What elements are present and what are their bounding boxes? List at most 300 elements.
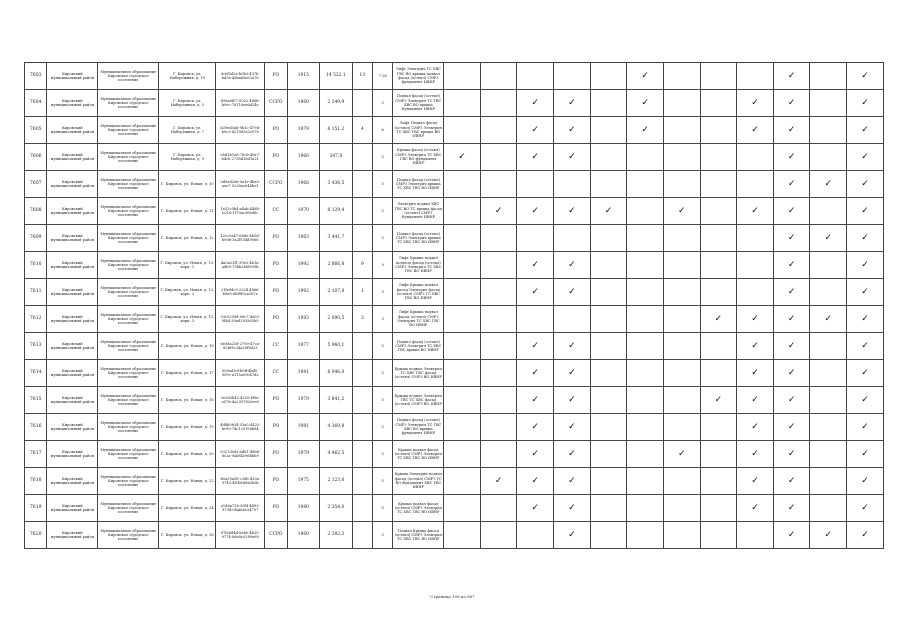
wall-type-cell: PO	[265, 441, 287, 468]
fias-code-cell: 12cc5a47-60de-4b5d-b90b-3a2f554d9066	[216, 225, 265, 252]
empty-mark-cell	[737, 279, 774, 306]
empty-mark-cell	[810, 198, 847, 225]
empty-mark-cell	[663, 522, 700, 549]
floors-cell: 9	[352, 252, 372, 279]
area-cell: 6 129,4	[320, 198, 353, 225]
wall-type-cell: PO	[265, 225, 287, 252]
empty-mark-cell	[810, 90, 847, 117]
floors-cell: 13	[352, 63, 372, 90]
empty-mark-cell	[627, 225, 664, 252]
empty-mark-cell	[627, 414, 664, 441]
empty-mark-cell	[590, 414, 627, 441]
check-mark-cell: ✓	[773, 144, 810, 171]
area-cell: 4 369,8	[320, 414, 353, 441]
floors-cell	[352, 333, 372, 360]
empty-mark-cell	[700, 198, 737, 225]
row-number: 7620	[25, 522, 47, 549]
district-cell: Кировский муниципальный район	[47, 144, 98, 171]
municipality-cell: Муниципальное образование Кировское городское поселение	[98, 90, 159, 117]
works-list-cell: Лифт Крыша подвал фасад (остекл) СМРЗ Электрич ТС ХВС ГВС ВО ИВНР	[393, 306, 444, 333]
check-mark-cell: ✓	[480, 198, 517, 225]
row-number: 7615	[25, 387, 47, 414]
municipality-cell: Муниципальное образование Кировское городское поселение	[98, 306, 159, 333]
check-mark-cell: ✓	[737, 441, 774, 468]
empty-mark-cell	[663, 387, 700, 414]
area-cell: 6 151,2	[320, 117, 353, 144]
table-row	[25, 90, 884, 117]
wall-type-cell: PO	[265, 495, 287, 522]
empty-mark-cell	[663, 333, 700, 360]
check-mark-cell: ✓	[773, 90, 810, 117]
build-year-cell: 1979	[287, 441, 320, 468]
works-list-cell: Лифт Крыша подвал подъезд фасад (остекл) СМРЗ Электрич ТС ХВС ГВС ВО ИВНР	[393, 252, 444, 279]
area-cell: 3 436,5	[320, 171, 353, 198]
document-sheet	[24, 62, 884, 549]
check-mark-cell: ✓	[627, 117, 664, 144]
fias-code-cell: 53c5259d-08c7-4a53-9fb4-39ad2935d3b9	[216, 306, 265, 333]
check-mark-cell: ✓	[554, 468, 591, 495]
check-mark-cell: ✓	[773, 225, 810, 252]
area-cell: 347,8	[320, 144, 353, 171]
municipality-cell: Муниципальное образование Кировское городское поселение	[98, 441, 159, 468]
empty-mark-cell	[700, 279, 737, 306]
check-mark-cell: ✓	[847, 63, 884, 90]
works-list-cell: Крыша фасад (остекл) СМРЗ Электрич ТС ХВС ГВС ВО фундамент ИВНР	[393, 144, 444, 171]
empty-mark-cell	[663, 144, 700, 171]
municipality-cell: Муниципальное образование Кировское городское поселение	[98, 387, 159, 414]
empty-mark-cell	[480, 360, 517, 387]
empty-mark-cell	[663, 414, 700, 441]
check-mark-cell: ✓	[517, 387, 554, 414]
floors-cell	[352, 468, 372, 495]
works-list-cell: Крыша подвал Электрич ТС ХВС ГВС фасад (остекл) СМРЗ ВО ИВНР	[393, 360, 444, 387]
empty-mark-cell	[627, 171, 664, 198]
fias-code-cell: 6e0da21d-2790-47ca-82bf-fc34a29f9d23	[216, 333, 265, 360]
empty-mark-cell	[810, 360, 847, 387]
build-year-cell: 1960	[287, 522, 320, 549]
works-list-cell: Подвал фасад (остекл) СМРЗ Электрич ТС ХВС ГВС крыша ВО ИВНР	[393, 333, 444, 360]
check-mark-cell: ✓	[773, 414, 810, 441]
check-mark-cell: ✓	[810, 522, 847, 549]
check-mark-cell: ✓	[554, 198, 591, 225]
entrances-cell: 5	[373, 414, 393, 441]
address-cell: Г. Кировск, ул. Новая, д. 13, корп. 2	[159, 279, 216, 306]
check-mark-cell: ✓	[517, 441, 554, 468]
address-cell: Г. Кировск, ул. Набережная, д. 7	[159, 117, 216, 144]
address-cell: Г. Кировск, ул. Новая, д. 22	[159, 468, 216, 495]
empty-mark-cell	[700, 63, 737, 90]
fias-code-cell: 3e3d3b42-4255-4f9e-a57b-4a2397d20ee6	[216, 387, 265, 414]
wall-type-cell: PO	[265, 387, 287, 414]
check-mark-cell: ✓	[773, 252, 810, 279]
build-year-cell: 1915	[287, 63, 320, 90]
municipality-cell: Муниципальное образование Кировское городское поселение	[98, 495, 159, 522]
row-number: 7610	[25, 252, 47, 279]
entrances-cell: 5	[373, 90, 393, 117]
empty-mark-cell	[480, 306, 517, 333]
empty-mark-cell	[627, 387, 664, 414]
empty-mark-cell	[627, 522, 664, 549]
empty-mark-cell	[627, 198, 664, 225]
check-mark-cell: ✓	[517, 360, 554, 387]
row-number: 7617	[25, 441, 47, 468]
fias-code-cell: 4d8b0b34-53a5-4425-bc90-74c1c5196b84	[216, 414, 265, 441]
works-list-cell: Крыша Электрич подвал фасад (остекл) СМРЗ ТС ВО Фундамент ХВС ГВС ИВНР	[393, 468, 444, 495]
check-mark-cell: ✓	[810, 306, 847, 333]
check-mark-cell: ✓	[554, 441, 591, 468]
wall-type-cell: CC	[265, 360, 287, 387]
works-list-cell: Лифт Подвал фасад (остекл) СМРЗ Электрич ТС ХВС ГВС крыша ВО ИВНР	[393, 117, 444, 144]
empty-mark-cell	[590, 63, 627, 90]
area-cell: 2 349,9	[320, 90, 353, 117]
check-mark-cell: ✓	[737, 360, 774, 387]
check-mark-cell: ✓	[847, 414, 884, 441]
table-row	[25, 468, 884, 495]
table-row	[25, 414, 884, 441]
district-cell: Кировский муниципальный район	[47, 360, 98, 387]
row-number: 7619	[25, 495, 47, 522]
empty-mark-cell	[590, 468, 627, 495]
empty-mark-cell	[554, 225, 591, 252]
empty-mark-cell	[444, 198, 481, 225]
empty-mark-cell	[590, 279, 627, 306]
check-mark-cell: ✓	[700, 387, 737, 414]
table-row	[25, 225, 884, 252]
empty-mark-cell	[444, 306, 481, 333]
check-mark-cell: ✓	[663, 441, 700, 468]
check-mark-cell: ✓	[517, 468, 554, 495]
works-list-cell: Лифт Электрич ТС ХВС ГВС ВО крыша подвал фасад (остекл) СМРЗ фундамент ИВНР	[393, 63, 444, 90]
entrances-cell: 5	[373, 360, 393, 387]
empty-mark-cell	[590, 360, 627, 387]
table-row	[25, 333, 884, 360]
table-row	[25, 441, 884, 468]
check-mark-cell: ✓	[517, 90, 554, 117]
municipality-cell: Муниципальное образование Кировское городское поселение	[98, 117, 159, 144]
works-list-cell: Подвал фасад (остекл) СМРЗ Электрич ТС ГВС ХВС ВО крыша Фундамент ИВНР	[393, 90, 444, 117]
wall-type-cell: PO	[265, 468, 287, 495]
check-mark-cell: ✓	[773, 117, 810, 144]
fias-code-cell: 858a6f07-0022-486b-b0ec-78116ee6d24e	[216, 90, 265, 117]
empty-mark-cell	[590, 387, 627, 414]
entrances-cell: 9	[373, 279, 393, 306]
empty-mark-cell	[517, 306, 554, 333]
empty-mark-cell	[590, 306, 627, 333]
empty-mark-cell	[810, 63, 847, 90]
floors-cell	[352, 198, 372, 225]
district-cell: Кировский муниципальный район	[47, 90, 98, 117]
wall-type-cell: CCFO	[265, 90, 287, 117]
check-mark-cell: ✓	[737, 468, 774, 495]
address-cell: Г. Кировск, ул. Новая, д. 19	[159, 414, 216, 441]
empty-mark-cell	[444, 360, 481, 387]
table-row	[25, 306, 884, 333]
wall-type-cell: CC	[265, 333, 287, 360]
floors-cell	[352, 522, 372, 549]
entrances-cell: 5	[373, 387, 393, 414]
works-list-cell: Подвал фасад (остекл) СМРЗ Электрич ТС ГВС ХВС ВО крыша фундамент ИВНР	[393, 414, 444, 441]
empty-mark-cell	[627, 441, 664, 468]
empty-mark-cell	[590, 90, 627, 117]
municipality-cell: Муниципальное образование Кировское городское поселение	[98, 468, 159, 495]
empty-mark-cell	[480, 252, 517, 279]
row-number: 7613	[25, 333, 47, 360]
table-row	[25, 63, 884, 90]
fias-code-cell: 21fe9dc9-2204-4866-b9a9-6bf9f3ca2b7e	[216, 279, 265, 306]
check-mark-cell: ✓	[554, 90, 591, 117]
works-list-cell: Электрич подвал ХВС ГВС ВО ТС крыша фасад (остекл) СМРЗ Фундамент ИВНР	[393, 198, 444, 225]
check-mark-cell: ✓	[737, 333, 774, 360]
area-cell: 2 123,6	[320, 468, 353, 495]
empty-mark-cell	[663, 252, 700, 279]
district-cell: Кировский муниципальный район	[47, 198, 98, 225]
empty-mark-cell	[444, 387, 481, 414]
empty-mark-cell	[700, 522, 737, 549]
municipality-cell: Муниципальное образование Кировское городское поселение	[98, 414, 159, 441]
check-mark-cell: ✓	[773, 279, 810, 306]
empty-mark-cell	[444, 522, 481, 549]
check-mark-cell: ✓	[773, 198, 810, 225]
empty-mark-cell	[663, 63, 700, 90]
row-number: 7611	[25, 279, 47, 306]
district-cell: Кировский муниципальный район	[47, 522, 98, 549]
fias-code-cell: b0a39a58-c26b-433a-9743-4f1b6d9a6b2b	[216, 468, 265, 495]
empty-mark-cell	[810, 117, 847, 144]
entrances-cell: 5	[373, 495, 393, 522]
fias-code-cell: 1e52c9b4-a4ab-44d8-b216-1f70ac56e88c	[216, 198, 265, 225]
empty-mark-cell	[663, 495, 700, 522]
municipality-cell: Муниципальное образование Кировское городское поселение	[98, 63, 159, 90]
empty-mark-cell	[444, 225, 481, 252]
floors-cell	[352, 387, 372, 414]
check-mark-cell: ✓	[773, 387, 810, 414]
empty-mark-cell	[480, 117, 517, 144]
fias-code-cell: 9c6f5d2e-b0b3-437b-bd3e-4daa68ac3a76	[216, 63, 265, 90]
address-cell: Г. Кировск, ул. Новая, д. 18	[159, 387, 216, 414]
empty-mark-cell	[737, 171, 774, 198]
page-footer: Страница 108 из 887	[430, 594, 475, 599]
floors-cell: 4	[352, 117, 372, 144]
empty-mark-cell	[810, 414, 847, 441]
municipality-cell: Муниципальное образование Кировское городское поселение	[98, 144, 159, 171]
floors-cell	[352, 441, 372, 468]
works-list-cell: Крыша подвал Электрич ГВС ТС ХВС фасад (остекл) СМРЗ ВО ИВНР	[393, 387, 444, 414]
row-number: 7606	[25, 144, 47, 171]
wall-type-cell: PO	[265, 306, 287, 333]
check-mark-cell: ✓	[517, 252, 554, 279]
check-mark-cell: ✓	[627, 90, 664, 117]
check-mark-cell: ✓	[517, 198, 554, 225]
build-year-cell: 1993	[287, 306, 320, 333]
table-row	[25, 198, 884, 225]
empty-mark-cell	[554, 306, 591, 333]
empty-mark-cell	[444, 468, 481, 495]
empty-mark-cell	[700, 144, 737, 171]
check-mark-cell: ✓	[737, 306, 774, 333]
empty-mark-cell	[700, 252, 737, 279]
empty-mark-cell	[444, 441, 481, 468]
address-cell: Г. Кировск, ул. Новая, д. 24	[159, 495, 216, 522]
empty-mark-cell	[480, 333, 517, 360]
empty-mark-cell	[590, 495, 627, 522]
empty-mark-cell	[444, 252, 481, 279]
wall-type-cell: PO	[265, 414, 287, 441]
build-year-cell: 1992	[287, 279, 320, 306]
empty-mark-cell	[444, 171, 481, 198]
check-mark-cell: ✓	[847, 90, 884, 117]
table-row	[25, 252, 884, 279]
empty-mark-cell	[590, 333, 627, 360]
build-year-cell: 1979	[287, 387, 320, 414]
wall-type-cell: PO	[265, 117, 287, 144]
empty-mark-cell	[700, 495, 737, 522]
empty-mark-cell	[590, 171, 627, 198]
empty-mark-cell	[517, 171, 554, 198]
empty-mark-cell	[700, 90, 737, 117]
floors-cell	[352, 171, 372, 198]
check-mark-cell: ✓	[554, 117, 591, 144]
municipality-cell: Муниципальное образование Кировское городское поселение	[98, 225, 159, 252]
empty-mark-cell	[590, 225, 627, 252]
district-cell: Кировский муниципальный район	[47, 171, 98, 198]
empty-mark-cell	[590, 441, 627, 468]
empty-mark-cell	[700, 171, 737, 198]
district-cell: Кировский муниципальный район	[47, 333, 98, 360]
wall-type-cell: PO	[265, 144, 287, 171]
table-row	[25, 522, 884, 549]
address-cell: Г. Кировск, ул. Новая, д. 26	[159, 522, 216, 549]
empty-mark-cell	[700, 117, 737, 144]
fias-code-cell: 06d1b1e6-78cb-49a7-b4cb-2738d36d1a21	[216, 144, 265, 171]
table-row	[25, 117, 884, 144]
table-row	[25, 495, 884, 522]
address-cell: Г. Кировск, ул. Набережная, д. 9	[159, 144, 216, 171]
empty-mark-cell	[444, 63, 481, 90]
entrances-cell: 5	[373, 144, 393, 171]
empty-mark-cell	[737, 63, 774, 90]
area-cell: 3 841,2	[320, 387, 353, 414]
district-cell: Кировский муниципальный район	[47, 63, 98, 90]
address-cell: Г. Кировск, ул. Новая, д. 12	[159, 225, 216, 252]
empty-mark-cell	[480, 144, 517, 171]
check-mark-cell: ✓	[700, 306, 737, 333]
municipality-cell: Муниципальное образование Кировское городское поселение	[98, 252, 159, 279]
row-number: 7612	[25, 306, 47, 333]
empty-mark-cell	[700, 225, 737, 252]
empty-mark-cell	[627, 144, 664, 171]
empty-mark-cell	[737, 225, 774, 252]
check-mark-cell: ✓	[847, 441, 884, 468]
empty-mark-cell	[444, 495, 481, 522]
check-mark-cell: ✓	[737, 117, 774, 144]
works-list-cell: Подвал фасад (остекл) СМРЗ Электрич крыша ТС ХВС ГВС ВО ИВНР	[393, 225, 444, 252]
build-year-cell: 1968	[287, 144, 320, 171]
empty-mark-cell	[480, 90, 517, 117]
check-mark-cell: ✓	[773, 441, 810, 468]
check-mark-cell: ✓	[517, 495, 554, 522]
entrances-cell: 5	[373, 225, 393, 252]
empty-mark-cell	[737, 144, 774, 171]
table-row	[25, 387, 884, 414]
build-year-cell: 1963	[287, 225, 320, 252]
entrances-cell: 5	[373, 441, 393, 468]
district-cell: Кировский муниципальный район	[47, 387, 98, 414]
fias-code-cell: a1d6a72b-39f4-4493-9704-04afabe24707	[216, 495, 265, 522]
row-number: 7603	[25, 63, 47, 90]
empty-mark-cell	[480, 63, 517, 90]
district-cell: Кировский муниципальный район	[47, 468, 98, 495]
empty-mark-cell	[480, 414, 517, 441]
empty-mark-cell	[700, 333, 737, 360]
floors-cell: 1	[352, 279, 372, 306]
empty-mark-cell	[700, 360, 737, 387]
check-mark-cell: ✓	[847, 144, 884, 171]
entrances-cell: 5	[373, 171, 393, 198]
check-mark-cell: ✓	[847, 198, 884, 225]
check-mark-cell: ✓	[737, 387, 774, 414]
empty-mark-cell	[627, 468, 664, 495]
empty-mark-cell	[517, 522, 554, 549]
works-list-cell: Крыша подвал фасад (остекл) СМРЗ Электрич ТС ХВС ГВС ВО ИВНР	[393, 441, 444, 468]
check-mark-cell: ✓	[554, 279, 591, 306]
works-list-cell: Лифт Крыша подвал фасад Электрич фасад (остекл) СМРЗ ТС ХВС ГВС ВО ИВНР	[393, 279, 444, 306]
municipality-cell: Муниципальное образование Кировское городское поселение	[98, 198, 159, 225]
municipality-cell: Муниципальное образование Кировское городское поселение	[98, 522, 159, 549]
check-mark-cell: ✓	[773, 63, 810, 90]
entrances-cell: 5	[373, 522, 393, 549]
district-cell: Кировский муниципальный район	[47, 225, 98, 252]
empty-mark-cell	[810, 252, 847, 279]
empty-mark-cell	[444, 333, 481, 360]
empty-mark-cell	[700, 414, 737, 441]
area-cell: 5 960,1	[320, 333, 353, 360]
check-mark-cell: ✓	[810, 225, 847, 252]
row-number: 7618	[25, 468, 47, 495]
district-cell: Кировский муниципальный район	[47, 441, 98, 468]
check-mark-cell: ✓	[810, 171, 847, 198]
check-mark-cell: ✓	[554, 414, 591, 441]
wall-type-cell: CCPO	[265, 522, 287, 549]
check-mark-cell: ✓	[554, 495, 591, 522]
empty-mark-cell	[627, 495, 664, 522]
empty-mark-cell	[810, 333, 847, 360]
row-number: 7604	[25, 90, 47, 117]
area-cell: 2 090,5	[320, 306, 353, 333]
empty-mark-cell	[590, 144, 627, 171]
empty-mark-cell	[444, 117, 481, 144]
check-mark-cell: ✓	[847, 252, 884, 279]
entrances-cell: 9	[373, 252, 393, 279]
check-mark-cell: ✓	[517, 117, 554, 144]
empty-mark-cell	[663, 468, 700, 495]
entrances-cell: 5	[373, 333, 393, 360]
table-row	[25, 279, 884, 306]
check-mark-cell: ✓	[517, 414, 554, 441]
address-cell: Г. Кировск, ул. Новая, д. 20	[159, 441, 216, 468]
row-number: 7608	[25, 198, 47, 225]
empty-mark-cell	[517, 63, 554, 90]
empty-mark-cell	[444, 414, 481, 441]
check-mark-cell: ✓	[847, 468, 884, 495]
district-cell: Кировский муниципальный район	[47, 306, 98, 333]
empty-mark-cell	[663, 306, 700, 333]
empty-mark-cell	[627, 333, 664, 360]
floors-cell: 3	[352, 306, 372, 333]
check-mark-cell: ✓	[590, 198, 627, 225]
build-year-cell: 1992	[287, 252, 320, 279]
empty-mark-cell	[663, 360, 700, 387]
empty-mark-cell	[663, 117, 700, 144]
